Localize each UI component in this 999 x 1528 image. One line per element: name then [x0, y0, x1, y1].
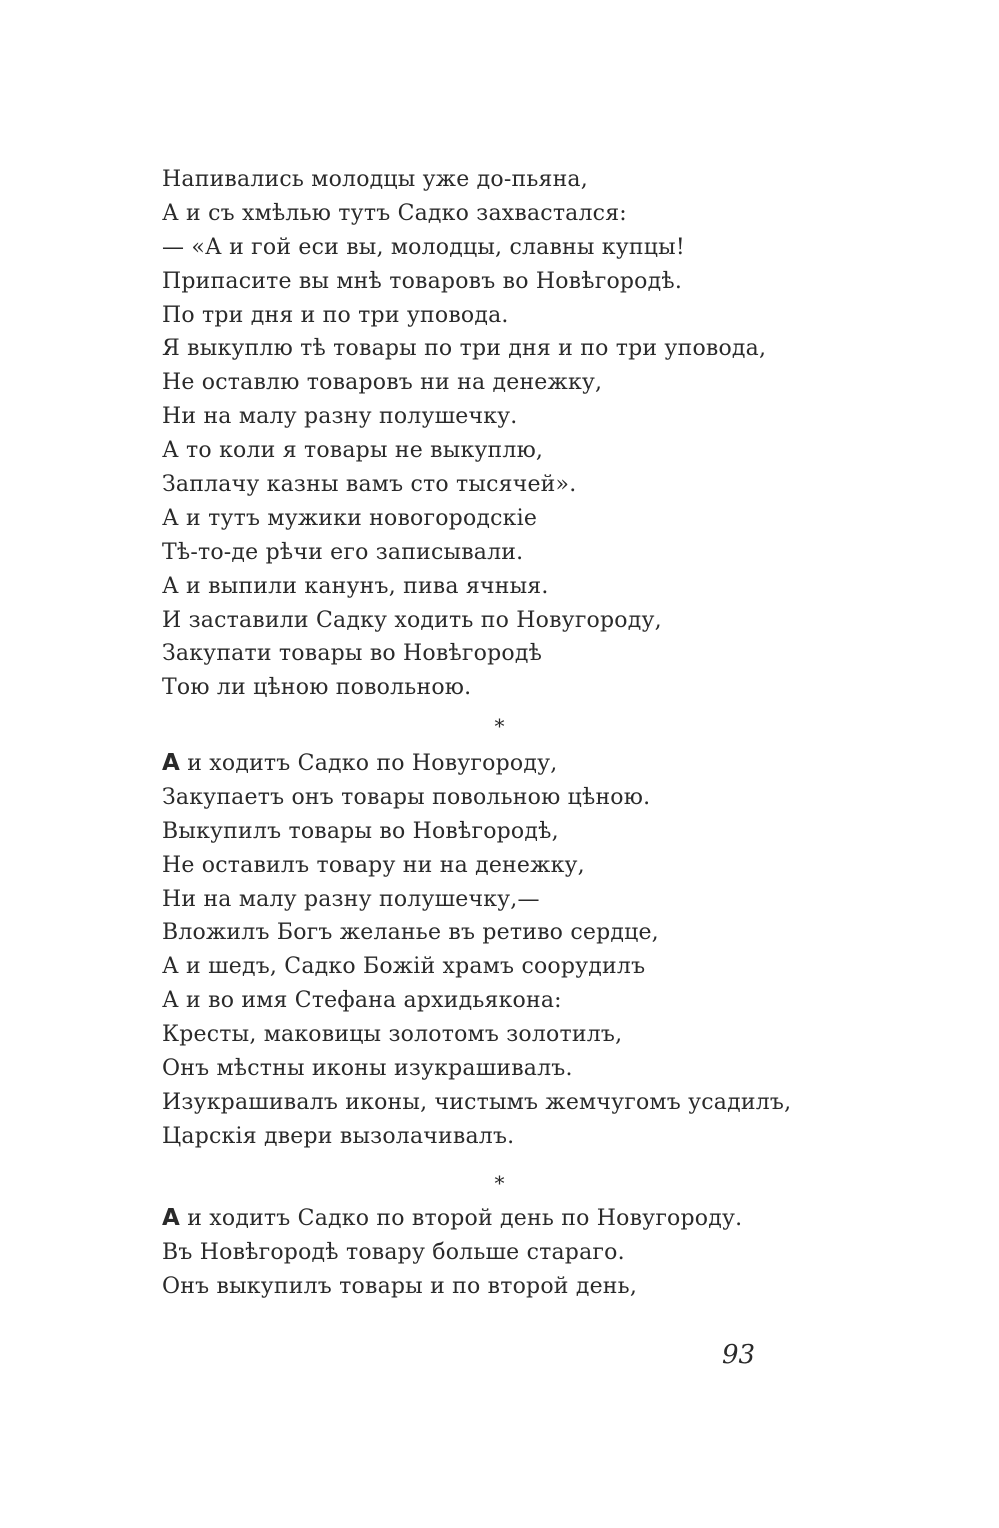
verse-line: Припасите вы мнѣ товаровъ во Новѣгородѣ.	[162, 268, 683, 294]
verse-line: Изукрашивалъ иконы, чистымъ жемчугомъ усадилъ,	[162, 1089, 792, 1115]
verse-line: Напивались молодцы уже до-пьяна,	[162, 167, 588, 192]
verse-line: Тою ли цѣною повольною.	[162, 675, 472, 701]
verse-line: Не оставилъ товару ни на денежку,	[162, 852, 585, 878]
verse-line-first	[162, 747, 862, 781]
page-number: 93	[722, 1340, 756, 1370]
verse-line: — «А и гой еси вы, молодцы, славны купцы!	[162, 234, 685, 260]
stanza-1	[162, 163, 862, 705]
verse-line: А то коли я товары не выкуплю,	[162, 438, 544, 464]
verse-line: Царскія двери вызолачивалъ.	[162, 1123, 515, 1149]
verse-line: Ни на малу разну полушечку.	[162, 404, 518, 430]
verse-line: Въ Новѣгородѣ товару больше стараго.	[162, 1239, 625, 1265]
verse-line: И заставили Садку ходить по Новугороду,	[162, 607, 662, 633]
section-separator: *	[494, 714, 505, 738]
verse-line: Ни на малу разну полушечку,—	[162, 886, 540, 912]
verse-line-rest: и ходитъ Садко по Новугороду,	[180, 751, 558, 776]
verse-line: Онъ мѣстны иконы изукрашивалъ.	[162, 1056, 573, 1082]
verse-line: Закупаетъ онъ товары повольною цѣною.	[162, 784, 651, 810]
verse-line: Выкупилъ товары во Новѣгородѣ,	[162, 818, 559, 844]
verse-line: Я выкуплю тѣ товары по три дня и по три уповода,	[162, 336, 767, 362]
verse-line: А и съ хмѣлью тутъ Садко захвастался:	[162, 200, 627, 226]
verse-line: А и выпили канунъ, пива ячныя.	[162, 573, 549, 599]
verse-line: А и шедъ, Садко Божій храмъ соорудилъ	[162, 954, 646, 980]
stanza-2	[162, 747, 862, 1154]
stanza-3	[162, 1202, 862, 1304]
verse-line: Не оставлю товаровъ ни на денежку,	[162, 370, 603, 396]
verse-line: Кресты, маковицы золотомъ золотилъ,	[162, 1022, 623, 1048]
verse-line: Онъ выкупилъ товары и по второй день,	[162, 1273, 638, 1299]
verse-line-rest: и ходитъ Садко по второй день по Новугороду.	[180, 1206, 743, 1231]
drop-cap: А	[162, 750, 181, 776]
verse-line-first	[162, 1202, 862, 1236]
verse-line: Вложилъ Богъ желанье въ ретиво сердце,	[162, 920, 659, 946]
verse-line: По три дня и по три уповода.	[162, 302, 509, 328]
verse-line: Заплачу казны вамъ сто тысячей».	[162, 472, 577, 498]
section-separator: *	[494, 1171, 505, 1195]
verse-line: А и тутъ мужики новогородскіе	[162, 505, 538, 531]
drop-cap: А	[162, 1205, 181, 1231]
verse-line: Закупати товары во Новѣгородѣ	[162, 641, 543, 667]
verse-line: А и во имя Стефана архидьякона:	[162, 988, 562, 1014]
verse-line: Тѣ-то-де рѣчи его записывали.	[162, 539, 524, 565]
